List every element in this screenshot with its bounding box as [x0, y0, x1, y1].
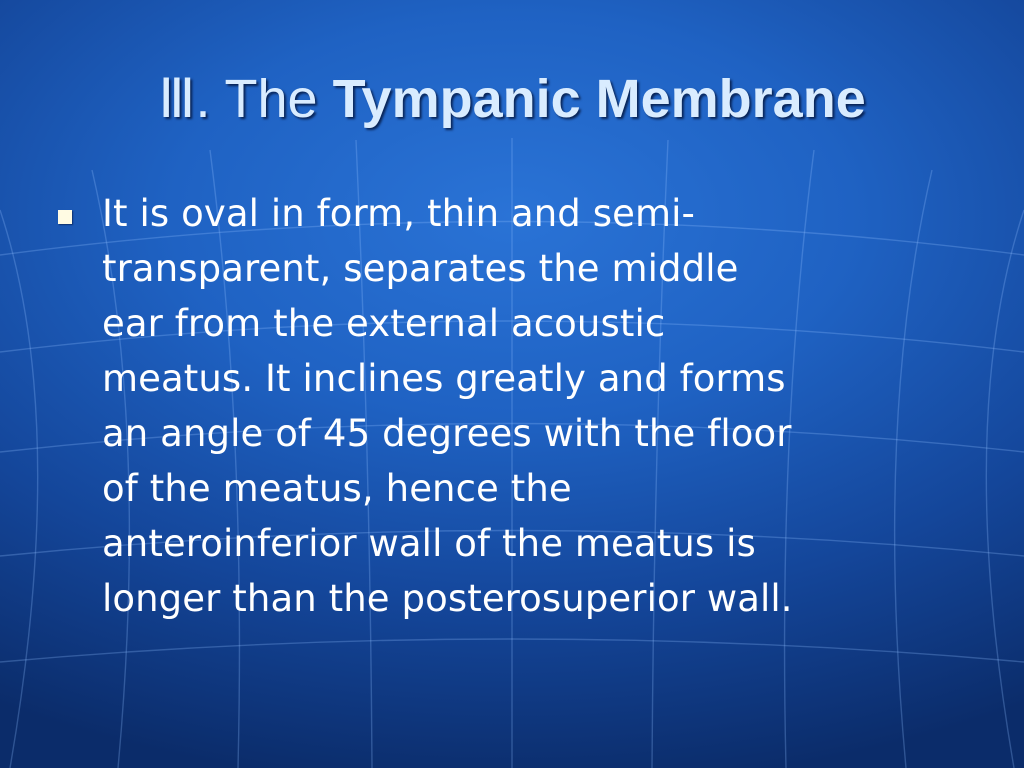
- bullet-line: transparent, separates the middle: [102, 247, 739, 290]
- longitude-line: [0, 210, 38, 768]
- bullet-line: ear from the external acoustic: [102, 302, 666, 345]
- slide-title-emphasis: Tympanic Membrane: [332, 69, 866, 129]
- bullet-line: anteroinferior wall of the meatus is: [102, 522, 756, 565]
- slide-title-prefix: Ⅲ. The: [158, 69, 333, 129]
- bullet-text: [102, 186, 970, 626]
- bullet-line: of the meatus, hence the: [102, 467, 572, 510]
- bullet-line: an angle of 45 degrees with the floor: [102, 412, 792, 455]
- longitude-line: [986, 210, 1024, 768]
- bullet-item: [58, 186, 978, 626]
- bullet-line: meatus. It inclines greatly and forms: [102, 357, 786, 400]
- bullet-line: It is oval in form, thin and semi-: [102, 192, 695, 235]
- bullet-line: longer than the posterosuperior wall.: [102, 577, 793, 620]
- slide-title: [0, 64, 1024, 134]
- square-bullet-icon: [58, 210, 72, 224]
- slide-content: [58, 186, 978, 626]
